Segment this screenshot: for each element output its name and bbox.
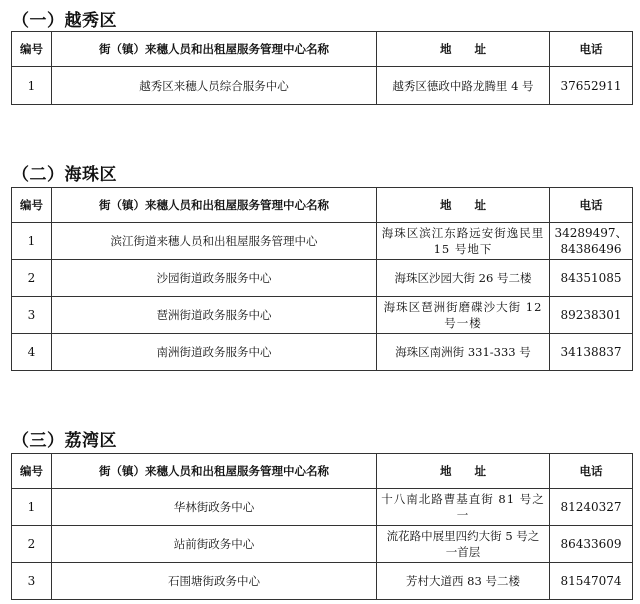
row-phone: 86433609 (550, 526, 633, 563)
header-phone: 电话 (550, 188, 633, 223)
row-addr: 十八南北路曹基直街 81 号之一 (377, 489, 550, 526)
table-header-row (12, 32, 633, 67)
table-haizhu (11, 187, 633, 371)
row-name: 越秀区来穗人员综合服务中心 (52, 67, 377, 105)
row-name: 南洲街道政务服务中心 (52, 334, 377, 371)
row-name: 华林街政务中心 (52, 489, 377, 526)
header-no: 编号 (12, 32, 52, 67)
row-no: 4 (12, 334, 52, 371)
row-name: 琶洲街道政务服务中心 (52, 297, 377, 334)
table-liwan (11, 453, 633, 600)
header-no: 编号 (12, 188, 52, 223)
header-name: 街（镇）来穗人员和出租屋服务管理中心名称 (52, 188, 377, 223)
row-addr: 越秀区德政中路龙腾里 4 号 (377, 67, 550, 105)
table-row (12, 526, 633, 563)
section-title-yuexiu: （一）越秀区 (12, 11, 117, 31)
header-name: 街（镇）来穗人员和出租屋服务管理中心名称 (52, 32, 377, 67)
row-name: 滨江街道来穗人员和出租屋服务管理中心 (52, 223, 377, 260)
row-no: 2 (12, 526, 52, 563)
table-row (12, 223, 633, 260)
row-phone: 89238301 (550, 297, 633, 334)
row-name: 沙园街道政务服务中心 (52, 260, 377, 297)
header-addr: 地 址 (377, 32, 550, 67)
header-name: 街（镇）来穗人员和出租屋服务管理中心名称 (52, 454, 377, 489)
row-no: 1 (12, 67, 52, 105)
header-addr: 地 址 (377, 188, 550, 223)
row-addr: 芳村大道西 83 号二楼 (377, 563, 550, 600)
table-row (12, 260, 633, 297)
row-no: 1 (12, 489, 52, 526)
header-addr: 地 址 (377, 454, 550, 489)
row-name: 石围塘街政务中心 (52, 563, 377, 600)
row-phone: 84351085 (550, 260, 633, 297)
row-addr: 海珠区南洲街 331-333 号 (377, 334, 550, 371)
header-phone: 电话 (550, 32, 633, 67)
row-no: 3 (12, 563, 52, 600)
row-phone: 81547074 (550, 563, 633, 600)
table-yuexiu (11, 31, 633, 105)
header-phone: 电话 (550, 454, 633, 489)
section-title-liwan: （三）荔湾区 (12, 431, 117, 451)
section-title-haizhu: （二）海珠区 (12, 165, 117, 185)
row-phone: 34138837 (550, 334, 633, 371)
row-phone: 34289497、84386496 (550, 223, 633, 260)
row-addr: 海珠区沙园大街 26 号二楼 (377, 260, 550, 297)
header-no: 编号 (12, 454, 52, 489)
row-no: 2 (12, 260, 52, 297)
row-no: 1 (12, 223, 52, 260)
row-phone: 81240327 (550, 489, 633, 526)
table-row (12, 297, 633, 334)
table-row (12, 563, 633, 600)
row-phone: 37652911 (550, 67, 633, 105)
row-addr: 海珠区滨江东路远安街逸民里 15 号地下 (377, 223, 550, 260)
row-name: 站前街政务中心 (52, 526, 377, 563)
table-row (12, 67, 633, 105)
table-row (12, 334, 633, 371)
table-row (12, 489, 633, 526)
row-addr: 海珠区琶洲街磨碟沙大街 12 号一楼 (377, 297, 550, 334)
row-no: 3 (12, 297, 52, 334)
row-addr: 流花路中展里四约大街 5 号之一首层 (377, 526, 550, 563)
table-header-row (12, 454, 633, 489)
table-header-row (12, 188, 633, 223)
